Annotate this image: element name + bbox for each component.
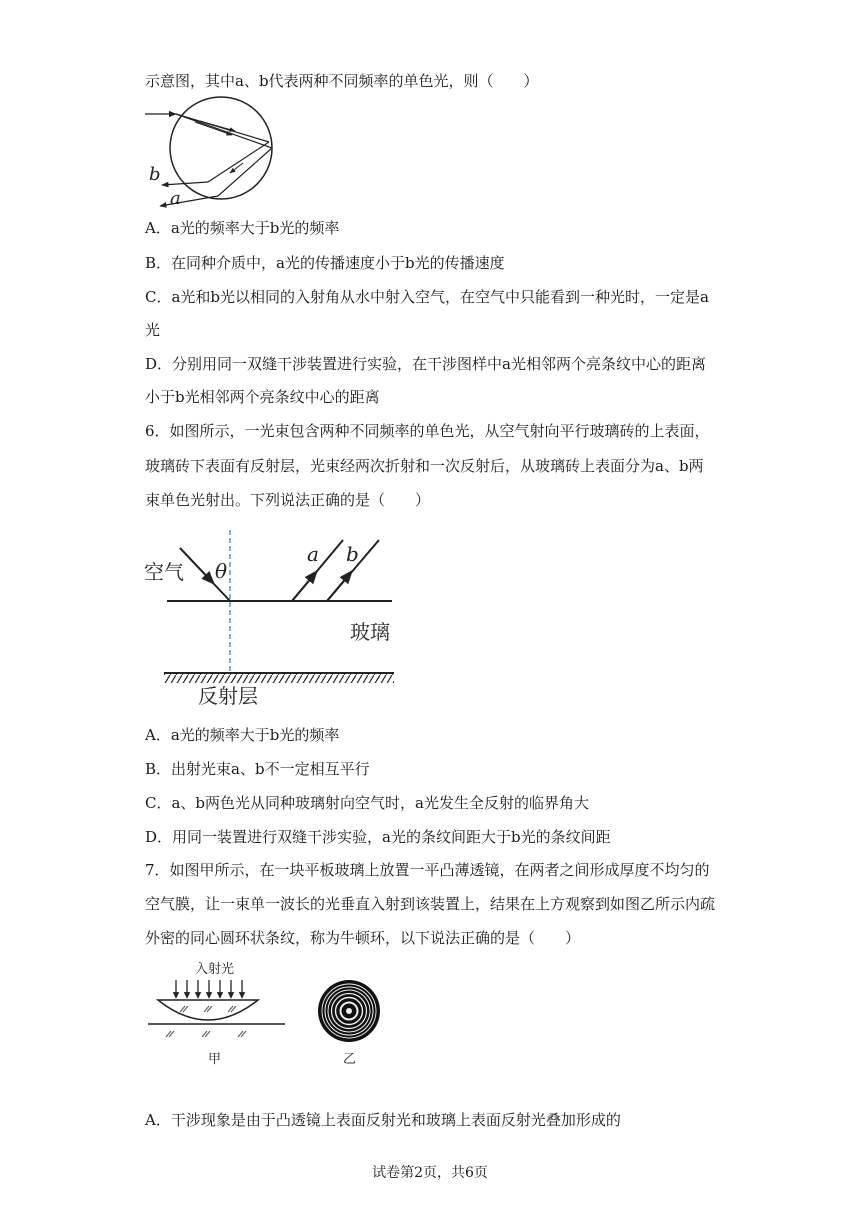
newton-rings-pattern <box>318 980 380 1042</box>
q5-option-d-line1: D．分别用同一双缝干涉装置进行实验，在干涉图样中a光相邻两个亮条纹中心的距离 <box>145 355 706 373</box>
label-yi: 乙 <box>343 1052 357 1067</box>
q7-stem-line3: 外密的同心圆环状条纹，称为牛顿环，以下说法正确的是（ ） <box>145 929 581 947</box>
q5-option-d-line2: 小于b光相邻两个亮条纹中心的距离 <box>145 388 380 406</box>
label-a: a <box>170 188 181 209</box>
q7-stem-line1: 7．如图甲所示，在一块平板玻璃上放置一平凸薄透镜，在两者之间形成厚度不均匀的 <box>145 861 710 879</box>
label-incident-light: 入射光 <box>195 962 235 977</box>
ray-a-out <box>160 196 218 206</box>
q6-option-c: C．a、b两色光从同种玻璃射向空气时，a光发生全反射的临界角大 <box>145 794 589 812</box>
label-glass: 玻璃 <box>350 620 390 644</box>
q6-stem-line2: 玻璃砖下表面有反射层，光束经两次折射和一次反射后，从玻璃砖上表面分为a、b两 <box>145 457 704 475</box>
plano-convex-lens <box>158 1000 258 1020</box>
q7-option-a: A．干涉现象是由于凸透镜上表面反射光和玻璃上表面反射光叠加形成的 <box>145 1111 621 1129</box>
q6-stem-line1: 6．如图所示，一光束包含两种不同频率的单色光，从空气射向平行玻璃砖的上表面， <box>145 422 710 440</box>
label-reflective-layer: 反射层 <box>198 684 258 708</box>
q7-stem-line2: 空气膜，让一束单一波长的光垂直入射到该装置上，结果在上方观察到如图乙所示内疏 <box>145 895 716 913</box>
q5-stem-end: 示意图，其中a、b代表两种不同频率的单色光，则（ ） <box>145 72 539 90</box>
label-air: 空气 <box>144 560 184 584</box>
q5-option-b: B．在同种介质中，a光的传播速度小于b光的传播速度 <box>145 254 505 272</box>
q5-option-c-line1: C．a光和b光以相同的入射角从水中射入空气，在空气中只能看到一种光时，一定是a <box>145 288 709 306</box>
q5-option-a: A．a光的频率大于b光的频率 <box>145 219 340 237</box>
q6-option-a: A．a光的频率大于b光的频率 <box>145 726 340 744</box>
label-b: b <box>149 164 161 185</box>
label-jia: 甲 <box>208 1052 222 1067</box>
q6-stem-line3: 束单色光射出。下列说法正确的是（ ） <box>145 491 431 509</box>
q5-option-c-line2: 光 <box>145 321 161 339</box>
incident-arrows <box>176 980 242 998</box>
label-a: a <box>307 542 319 566</box>
q6-option-b: B．出射光束a、b不一定相互平行 <box>145 760 370 778</box>
sphere-refraction-figure <box>140 100 280 210</box>
page-footer: 试卷第2页，共6页 <box>372 1165 488 1181</box>
q6-option-d: D．用同一装置进行双缝干涉实验，a光的条纹间距大于b光的条纹间距 <box>145 828 611 846</box>
label-b: b <box>346 542 359 566</box>
newton-rings-figure <box>140 955 400 1070</box>
label-theta: θ <box>215 559 228 583</box>
glass-block-figure <box>140 525 400 710</box>
